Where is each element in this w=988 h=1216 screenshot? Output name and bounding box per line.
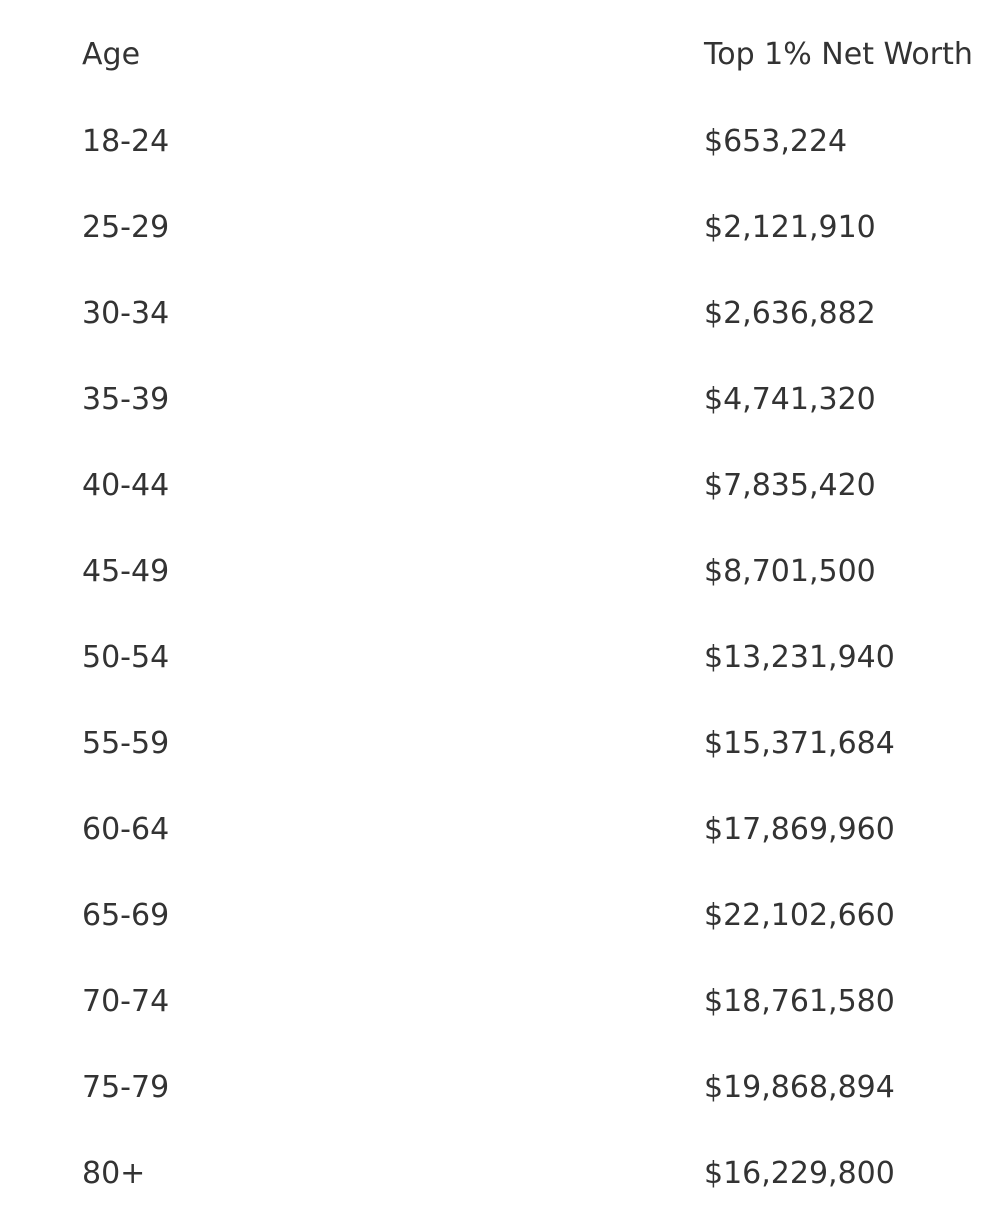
net-worth-cell: $13,231,940 — [704, 639, 895, 675]
age-cell: 70-74 — [82, 983, 170, 1019]
net-worth-by-age-table — [0, 10, 988, 1216]
age-cell: 40-44 — [82, 467, 170, 503]
age-cell: 60-64 — [82, 811, 170, 847]
age-cell: 55-59 — [82, 725, 170, 761]
age-cell: 45-49 — [82, 553, 170, 589]
net-worth-cell: $16,229,800 — [704, 1155, 895, 1191]
age-cell: 25-29 — [82, 209, 170, 245]
age-cell: 50-54 — [82, 639, 170, 675]
table-row — [0, 98, 988, 184]
table-row — [0, 872, 988, 958]
net-worth-cell: $18,761,580 — [704, 983, 895, 1019]
net-worth-cell: $7,835,420 — [704, 467, 876, 503]
age-cell: 75-79 — [82, 1069, 170, 1105]
table-row — [0, 1044, 988, 1130]
net-worth-cell: $8,701,500 — [704, 553, 876, 589]
net-worth-cell: $19,868,894 — [704, 1069, 895, 1105]
age-cell: 30-34 — [82, 295, 170, 331]
age-cell: 35-39 — [82, 381, 170, 417]
table-row — [0, 786, 988, 872]
net-worth-cell: $15,371,684 — [704, 725, 895, 761]
age-cell: 18-24 — [82, 123, 170, 159]
table-header — [0, 10, 988, 98]
table-row — [0, 1130, 988, 1216]
table-row — [0, 270, 988, 356]
table-row — [0, 356, 988, 442]
net-worth-cell: $2,636,882 — [704, 295, 876, 331]
header-net-worth: Top 1% Net Worth — [704, 36, 973, 72]
table-row — [0, 184, 988, 270]
net-worth-cell: $4,741,320 — [704, 381, 876, 417]
net-worth-cell: $2,121,910 — [704, 209, 876, 245]
table-row — [0, 614, 988, 700]
header-age: Age — [82, 36, 141, 72]
header-row — [0, 10, 988, 98]
net-worth-cell: $17,869,960 — [704, 811, 895, 847]
net-worth-cell: $653,224 — [704, 123, 848, 159]
age-cell: 65-69 — [82, 897, 170, 933]
table-row — [0, 528, 988, 614]
table-body — [0, 98, 988, 1216]
net-worth-cell: $22,102,660 — [704, 897, 895, 933]
table-row — [0, 700, 988, 786]
table-row — [0, 958, 988, 1044]
table-row — [0, 442, 988, 528]
age-cell: 80+ — [82, 1155, 146, 1191]
